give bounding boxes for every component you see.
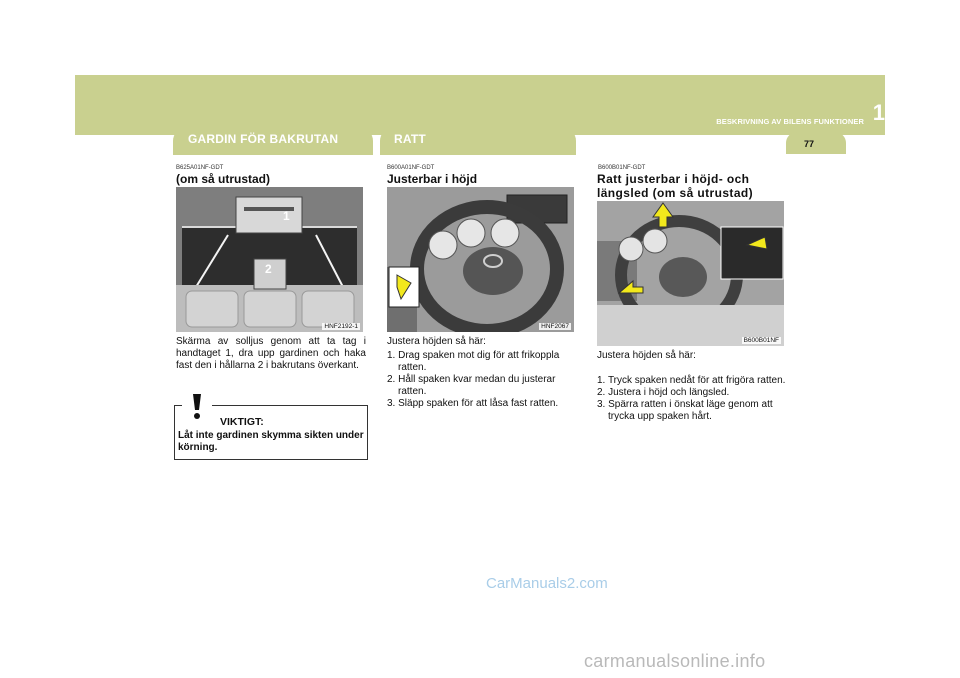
rear-curtain-figure <box>176 187 363 332</box>
steering-tilt-figure <box>387 187 574 332</box>
curtain-body: Skärma av solljus genom att ta tag i handtaget 1, dra upp gardinen och haka fast den i hållarna 2 i bakrutans överkant. <box>176 336 366 371</box>
page-number: 77 <box>803 139 814 149</box>
warning-title: VIKTIGT: <box>220 416 264 428</box>
steering-steps <box>597 375 787 423</box>
tab-curtain-label: GARDIN FÖR BAKRUTAN <box>188 132 339 146</box>
header-band <box>75 75 885 135</box>
steering-steps <box>387 350 577 410</box>
steering-tilt-illustration <box>387 187 574 332</box>
list-item: 1. Tryck spaken nedåt för att frigöra ratten. <box>597 375 786 386</box>
watermark: CarManuals2.com <box>486 575 608 592</box>
list-item: 3. Släpp spaken för att låsa fast ratten. <box>387 398 559 409</box>
warning-box <box>174 405 368 460</box>
section-title: BESKRIVNING AV BILENS FUNKTIONER <box>716 117 864 126</box>
section-heading: Justerbar i höjd <box>387 172 478 186</box>
rear-curtain-illustration <box>176 187 363 332</box>
callout-1: 1 <box>283 209 290 223</box>
steering-intro: Justera höjden så här: <box>387 336 486 347</box>
list-item: 2. Håll spaken kvar medan du justerar ratten. <box>387 374 556 397</box>
section-code: B625A01NF-GDT <box>176 165 224 171</box>
chapter-number: 1 <box>872 100 885 125</box>
callout-2: 2 <box>265 262 272 276</box>
list-item: 2. Justera i höjd och längsled. <box>597 387 730 398</box>
footer-watermark: carmanualsonline.info <box>584 651 766 671</box>
section-heading: (om så utrustad) <box>176 172 271 186</box>
figure-label: HNF2067 <box>541 323 569 330</box>
tab-steering-label: RATT <box>394 132 426 146</box>
list-item: 3. Spärra ratten i önskat läge genom att trycka upp spaken hårt. <box>597 399 773 422</box>
section-code: B600A01NF-GDT <box>387 165 435 171</box>
figure-label: HNF2192-1 <box>324 323 358 330</box>
steering-tilt-telescopic-figure <box>597 201 784 346</box>
steering-intro: Justera höjden så här: <box>597 350 696 361</box>
section-code: B600B01NF-GDT <box>598 165 646 171</box>
warning-icon <box>182 392 212 420</box>
warning-text: Låt inte gardinen skymma sikten under körning. <box>178 430 364 453</box>
list-item: 1. Drag spaken mot dig för att frikoppla ratten. <box>387 350 560 373</box>
section-heading: Ratt justerbar i höjd- och längsled (om så utrustad) <box>597 172 754 200</box>
steering-tilt-telescopic-illustration <box>597 201 784 346</box>
figure-label: B600B01NF <box>743 337 779 344</box>
